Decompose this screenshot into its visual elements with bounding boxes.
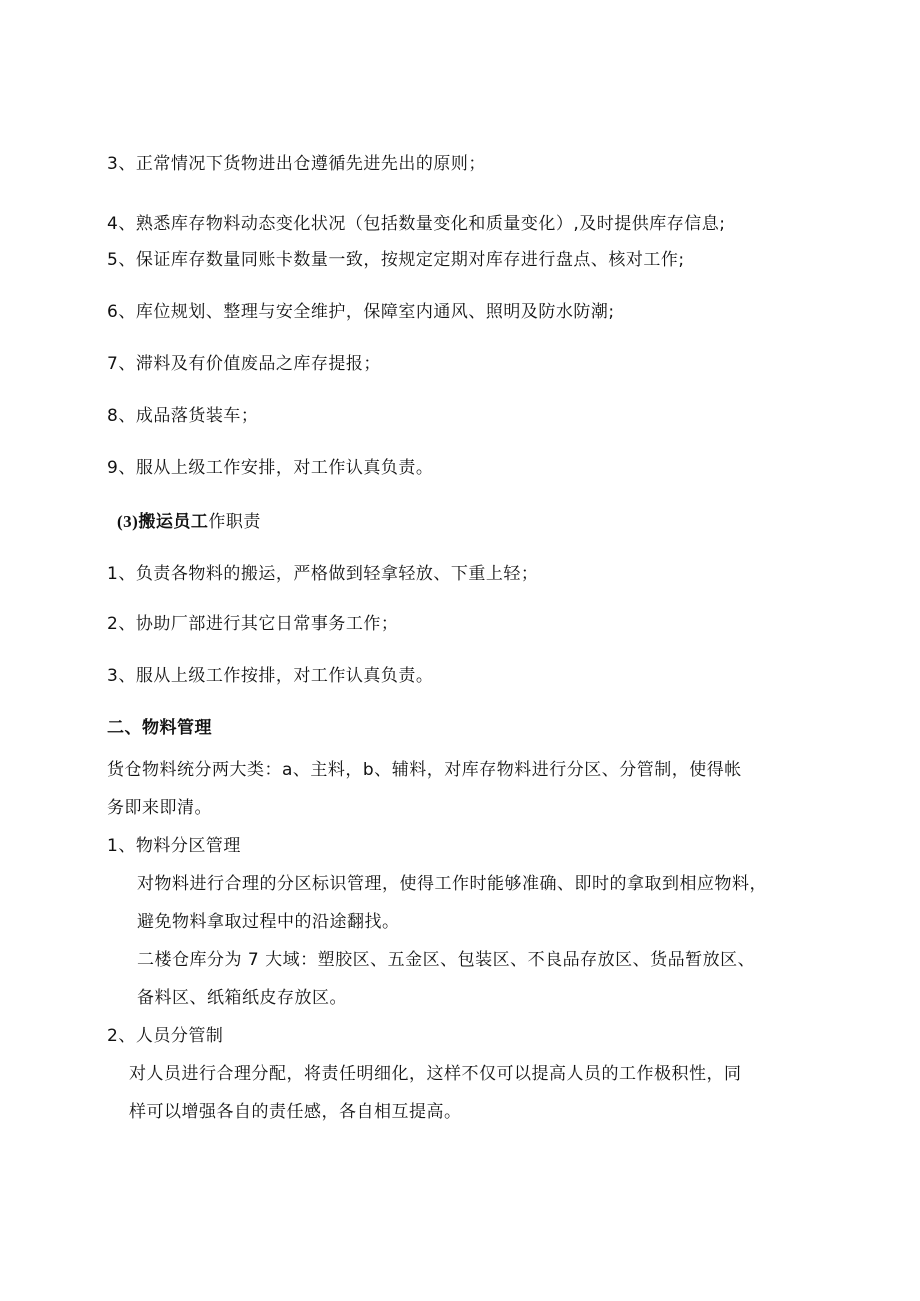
duty-item-6: 6、库位规划、整理与安全维护，保障室内通风、照明及防水防潮; — [107, 302, 615, 322]
duty-item-8: 8、成品落货装车； — [107, 406, 259, 426]
porter-duty-3: 3、服从上级工作按排，对工作认真负责。 — [107, 666, 434, 686]
porter-section-number: (3) — [117, 512, 139, 531]
porter-section-title-bold: 搬运员工 — [138, 512, 209, 532]
material-intro-line-1: 货仓物料统分两大类：a、主料，b、辅料，对库存物料进行分区、分管制，使得帐 — [107, 760, 742, 780]
staff-desc-line-1: 对人员进行合理分配，将责任明细化，这样不仅可以提高人员的工作极积性，同 — [129, 1064, 742, 1084]
zone-management-title: 1、物料分区管理 — [107, 836, 241, 856]
duty-item-9: 9、服从上级工作安排，对工作认真负责。 — [107, 458, 434, 478]
duty-item-7: 7、滞料及有价值废品之库存提报； — [107, 354, 381, 374]
porter-section-heading — [117, 510, 261, 534]
porter-duty-1: 1、负责各物料的搬运，严格做到轻拿轻放、下重上轻； — [107, 564, 539, 584]
duty-item-5: 5、保证库存数量同账卡数量一致，按规定定期对库存进行盘点、核对工作; — [107, 250, 685, 270]
material-section-heading: 二、物料管理 — [107, 718, 212, 738]
zone-desc-line-1: 对物料进行合理的分区标识管理，使得工作时能够准确、即时的拿取到相应物料， — [137, 874, 767, 894]
staff-management-title: 2、人员分管制 — [107, 1026, 224, 1046]
porter-duty-2: 2、协助厂部进行其它日常事务工作； — [107, 614, 399, 634]
duty-item-4: 4、熟悉库存物料动态变化状况（包括数量变化和质量变化）,及时提供库存信息; — [107, 214, 726, 234]
material-intro-line-2: 务即来即清。 — [107, 798, 212, 818]
zone-list-line-1: 二楼仓库分为 7 大域：塑胶区、五金区、包装区、不良品存放区、货品暂放区、 — [137, 950, 756, 970]
duty-item-3: 3、正常情况下货物进出仓遵循先进先出的原则； — [107, 154, 486, 174]
zone-desc-line-2: 避免物料拿取过程中的沿途翻找。 — [137, 912, 400, 932]
staff-desc-line-2: 样可以增强各自的责任感，各自相互提高。 — [129, 1102, 462, 1122]
porter-section-title-rest: 作职责 — [208, 512, 261, 532]
zone-list-line-2: 备料区、纸箱纸皮存放区。 — [137, 988, 347, 1008]
